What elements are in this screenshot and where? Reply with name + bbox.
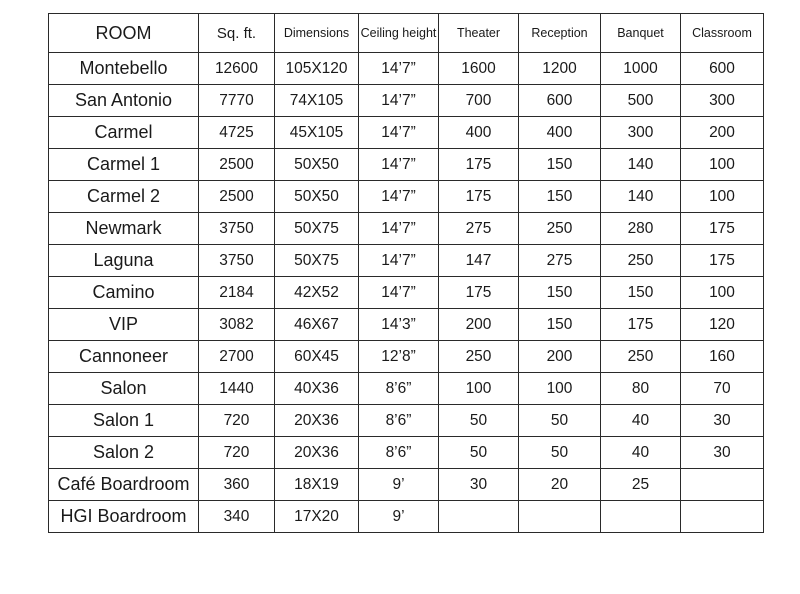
ceiling-cell: 9’ bbox=[359, 501, 439, 533]
banquet-cell: 80 bbox=[601, 373, 681, 405]
header-classroom: Classroom bbox=[681, 14, 764, 53]
room-name-cell: HGI Boardroom bbox=[49, 501, 199, 533]
banquet-cell: 40 bbox=[601, 437, 681, 469]
banquet-cell: 1000 bbox=[601, 53, 681, 85]
ceiling-cell: 14’7” bbox=[359, 149, 439, 181]
table-row bbox=[49, 117, 764, 149]
room-capacity-table bbox=[48, 13, 764, 533]
room-name-cell: Camino bbox=[49, 277, 199, 309]
sqft-cell: 2184 bbox=[199, 277, 275, 309]
theater-cell: 250 bbox=[439, 341, 519, 373]
dimensions-cell: 50X50 bbox=[275, 149, 359, 181]
dimensions-cell: 46X67 bbox=[275, 309, 359, 341]
dimensions-cell: 60X45 bbox=[275, 341, 359, 373]
sqft-cell: 2500 bbox=[199, 149, 275, 181]
sqft-cell: 3082 bbox=[199, 309, 275, 341]
classroom-cell: 70 bbox=[681, 373, 764, 405]
room-name-cell: Salon bbox=[49, 373, 199, 405]
ceiling-cell: 14’7” bbox=[359, 213, 439, 245]
classroom-cell: 200 bbox=[681, 117, 764, 149]
sqft-cell: 1440 bbox=[199, 373, 275, 405]
classroom-cell: 175 bbox=[681, 213, 764, 245]
table-row bbox=[49, 501, 764, 533]
banquet-cell: 150 bbox=[601, 277, 681, 309]
ceiling-cell: 12’8” bbox=[359, 341, 439, 373]
dimensions-cell: 40X36 bbox=[275, 373, 359, 405]
theater-cell bbox=[439, 501, 519, 533]
theater-cell: 700 bbox=[439, 85, 519, 117]
reception-cell: 20 bbox=[519, 469, 601, 501]
classroom-cell: 100 bbox=[681, 181, 764, 213]
classroom-cell: 600 bbox=[681, 53, 764, 85]
header-row bbox=[49, 14, 764, 53]
room-name-cell: Carmel 2 bbox=[49, 181, 199, 213]
header-theater: Theater bbox=[439, 14, 519, 53]
banquet-cell bbox=[601, 501, 681, 533]
table-row bbox=[49, 85, 764, 117]
sqft-cell: 340 bbox=[199, 501, 275, 533]
room-name-cell: Salon 2 bbox=[49, 437, 199, 469]
banquet-cell: 250 bbox=[601, 245, 681, 277]
classroom-cell bbox=[681, 501, 764, 533]
table-row bbox=[49, 341, 764, 373]
sqft-cell: 2700 bbox=[199, 341, 275, 373]
theater-cell: 175 bbox=[439, 149, 519, 181]
dimensions-cell: 50X50 bbox=[275, 181, 359, 213]
reception-cell: 50 bbox=[519, 437, 601, 469]
dimensions-cell: 42X52 bbox=[275, 277, 359, 309]
ceiling-cell: 14’7” bbox=[359, 181, 439, 213]
sqft-cell: 2500 bbox=[199, 181, 275, 213]
table-row bbox=[49, 373, 764, 405]
classroom-cell: 30 bbox=[681, 437, 764, 469]
header-banquet: Banquet bbox=[601, 14, 681, 53]
theater-cell: 50 bbox=[439, 437, 519, 469]
ceiling-cell: 8’6” bbox=[359, 405, 439, 437]
classroom-cell: 30 bbox=[681, 405, 764, 437]
theater-cell: 100 bbox=[439, 373, 519, 405]
room-name-cell: Salon 1 bbox=[49, 405, 199, 437]
classroom-cell bbox=[681, 469, 764, 501]
table-row bbox=[49, 245, 764, 277]
dimensions-cell: 50X75 bbox=[275, 213, 359, 245]
table-row bbox=[49, 213, 764, 245]
room-name-cell: VIP bbox=[49, 309, 199, 341]
reception-cell: 250 bbox=[519, 213, 601, 245]
dimensions-cell: 20X36 bbox=[275, 405, 359, 437]
table-row bbox=[49, 469, 764, 501]
ceiling-cell: 8’6” bbox=[359, 437, 439, 469]
banquet-cell: 140 bbox=[601, 149, 681, 181]
theater-cell: 50 bbox=[439, 405, 519, 437]
theater-cell: 1600 bbox=[439, 53, 519, 85]
theater-cell: 175 bbox=[439, 277, 519, 309]
room-name-cell: Carmel 1 bbox=[49, 149, 199, 181]
ceiling-cell: 14’7” bbox=[359, 245, 439, 277]
reception-cell: 100 bbox=[519, 373, 601, 405]
banquet-cell: 140 bbox=[601, 181, 681, 213]
theater-cell: 275 bbox=[439, 213, 519, 245]
reception-cell: 150 bbox=[519, 149, 601, 181]
table-row bbox=[49, 181, 764, 213]
sqft-cell: 3750 bbox=[199, 245, 275, 277]
ceiling-cell: 14’7” bbox=[359, 53, 439, 85]
sqft-cell: 720 bbox=[199, 437, 275, 469]
header-dimensions: Dimensions bbox=[275, 14, 359, 53]
dimensions-cell: 105X120 bbox=[275, 53, 359, 85]
classroom-cell: 100 bbox=[681, 149, 764, 181]
reception-cell: 275 bbox=[519, 245, 601, 277]
reception-cell: 200 bbox=[519, 341, 601, 373]
table-row bbox=[49, 277, 764, 309]
classroom-cell: 160 bbox=[681, 341, 764, 373]
dimensions-cell: 17X20 bbox=[275, 501, 359, 533]
banquet-cell: 175 bbox=[601, 309, 681, 341]
theater-cell: 30 bbox=[439, 469, 519, 501]
theater-cell: 200 bbox=[439, 309, 519, 341]
reception-cell bbox=[519, 501, 601, 533]
reception-cell: 150 bbox=[519, 277, 601, 309]
table-row bbox=[49, 405, 764, 437]
dimensions-cell: 20X36 bbox=[275, 437, 359, 469]
ceiling-cell: 14’7” bbox=[359, 117, 439, 149]
table-row bbox=[49, 53, 764, 85]
theater-cell: 147 bbox=[439, 245, 519, 277]
banquet-cell: 500 bbox=[601, 85, 681, 117]
room-name-cell: Montebello bbox=[49, 53, 199, 85]
room-name-cell: Laguna bbox=[49, 245, 199, 277]
reception-cell: 1200 bbox=[519, 53, 601, 85]
header-reception: Reception bbox=[519, 14, 601, 53]
theater-cell: 175 bbox=[439, 181, 519, 213]
sqft-cell: 4725 bbox=[199, 117, 275, 149]
theater-cell: 400 bbox=[439, 117, 519, 149]
classroom-cell: 300 bbox=[681, 85, 764, 117]
ceiling-cell: 9’ bbox=[359, 469, 439, 501]
room-name-cell: Café Boardroom bbox=[49, 469, 199, 501]
reception-cell: 600 bbox=[519, 85, 601, 117]
sqft-cell: 3750 bbox=[199, 213, 275, 245]
banquet-cell: 300 bbox=[601, 117, 681, 149]
ceiling-cell: 14’3” bbox=[359, 309, 439, 341]
sqft-cell: 7770 bbox=[199, 85, 275, 117]
ceiling-cell: 14’7” bbox=[359, 277, 439, 309]
sqft-cell: 360 bbox=[199, 469, 275, 501]
room-name-cell: Newmark bbox=[49, 213, 199, 245]
banquet-cell: 40 bbox=[601, 405, 681, 437]
reception-cell: 150 bbox=[519, 181, 601, 213]
banquet-cell: 250 bbox=[601, 341, 681, 373]
header-room: ROOM bbox=[49, 14, 199, 53]
ceiling-cell: 14’7” bbox=[359, 85, 439, 117]
reception-cell: 150 bbox=[519, 309, 601, 341]
ceiling-cell: 8’6” bbox=[359, 373, 439, 405]
dimensions-cell: 18X19 bbox=[275, 469, 359, 501]
sqft-cell: 12600 bbox=[199, 53, 275, 85]
reception-cell: 50 bbox=[519, 405, 601, 437]
banquet-cell: 280 bbox=[601, 213, 681, 245]
classroom-cell: 120 bbox=[681, 309, 764, 341]
reception-cell: 400 bbox=[519, 117, 601, 149]
room-name-cell: Carmel bbox=[49, 117, 199, 149]
banquet-cell: 25 bbox=[601, 469, 681, 501]
header-sqft: Sq. ft. bbox=[199, 14, 275, 53]
header-ceiling-height: Ceiling height bbox=[359, 14, 439, 53]
room-name-cell: Cannoneer bbox=[49, 341, 199, 373]
classroom-cell: 175 bbox=[681, 245, 764, 277]
classroom-cell: 100 bbox=[681, 277, 764, 309]
room-name-cell: San Antonio bbox=[49, 85, 199, 117]
table-row bbox=[49, 437, 764, 469]
dimensions-cell: 45X105 bbox=[275, 117, 359, 149]
table-row bbox=[49, 149, 764, 181]
table-row bbox=[49, 309, 764, 341]
dimensions-cell: 50X75 bbox=[275, 245, 359, 277]
sqft-cell: 720 bbox=[199, 405, 275, 437]
dimensions-cell: 74X105 bbox=[275, 85, 359, 117]
